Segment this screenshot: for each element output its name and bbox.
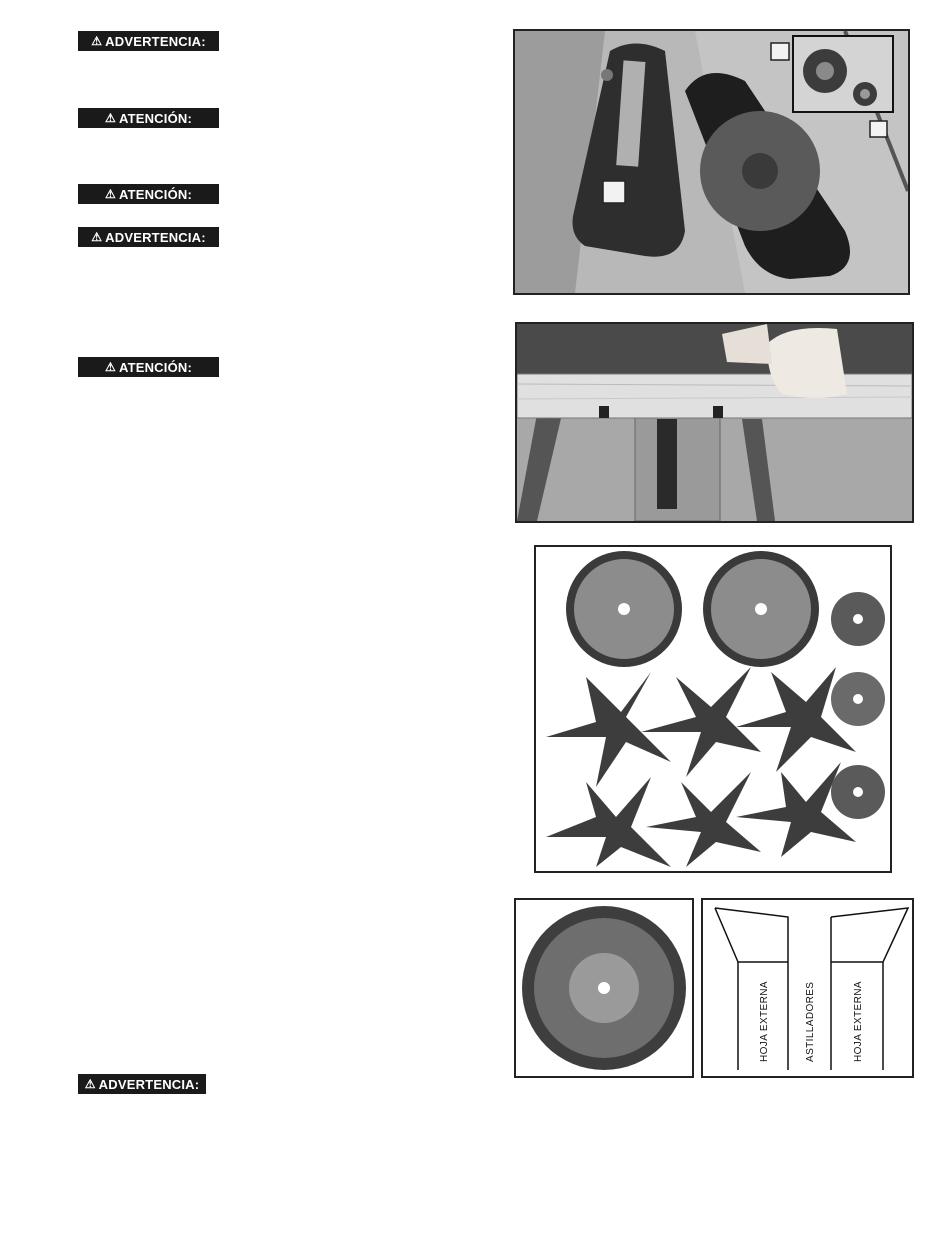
warning-label: ADVERTENCIA:: [98, 1076, 200, 1092]
warning-triangle-icon: ⚠: [91, 34, 103, 48]
warning-triangle-icon: ⚠: [91, 230, 103, 244]
dado-set-photo: [534, 545, 892, 873]
outer-blade-2: [703, 551, 819, 667]
caution-label: ATENCIÓN:: [118, 186, 193, 202]
shim: [831, 765, 885, 819]
dado-stack-diagram: [701, 898, 914, 1078]
warning-badge-2: [78, 227, 219, 247]
board-on-table-photo: [515, 322, 914, 523]
warning-triangle-icon: ⚠: [84, 1077, 96, 1091]
warning-badge-3: [78, 1074, 206, 1094]
caution-badge-3: [78, 357, 219, 377]
warning-triangle-icon: ⚠: [104, 111, 116, 125]
caution-badge-2: [78, 184, 219, 204]
shim: [831, 592, 885, 646]
throat-plate-photo: [513, 29, 910, 295]
callout-box-a: [603, 181, 625, 203]
caution-badge-1: [78, 108, 219, 128]
chippers-label: ASTILLADORES: [805, 981, 816, 1062]
dado-stack-outline: [703, 900, 912, 1076]
assembled-dado-photo: [514, 898, 694, 1078]
outer-blade-label-left: HOJA EXTERNA: [759, 981, 770, 1062]
caution-label: ATENCIÓN:: [118, 110, 193, 126]
warning-label: ADVERTENCIA:: [105, 229, 206, 245]
warning-badge-1: [78, 31, 219, 51]
callout-box-b: [771, 43, 789, 60]
throat-plate-illustration: [515, 31, 908, 293]
outer-blade-label-right: HOJA EXTERNA: [853, 981, 864, 1062]
warning-triangle-icon: ⚠: [104, 360, 116, 374]
outer-blade-1: [566, 551, 682, 667]
warning-label: ADVERTENCIA:: [105, 33, 206, 49]
dado-set-illustration: [536, 547, 890, 871]
warning-triangle-icon: ⚠: [104, 187, 116, 201]
callout-box-c: [870, 121, 887, 137]
shim: [831, 672, 885, 726]
assembled-dado-illustration: [516, 900, 692, 1076]
board-illustration: [517, 324, 912, 521]
caution-label: ATENCIÓN:: [118, 359, 193, 375]
